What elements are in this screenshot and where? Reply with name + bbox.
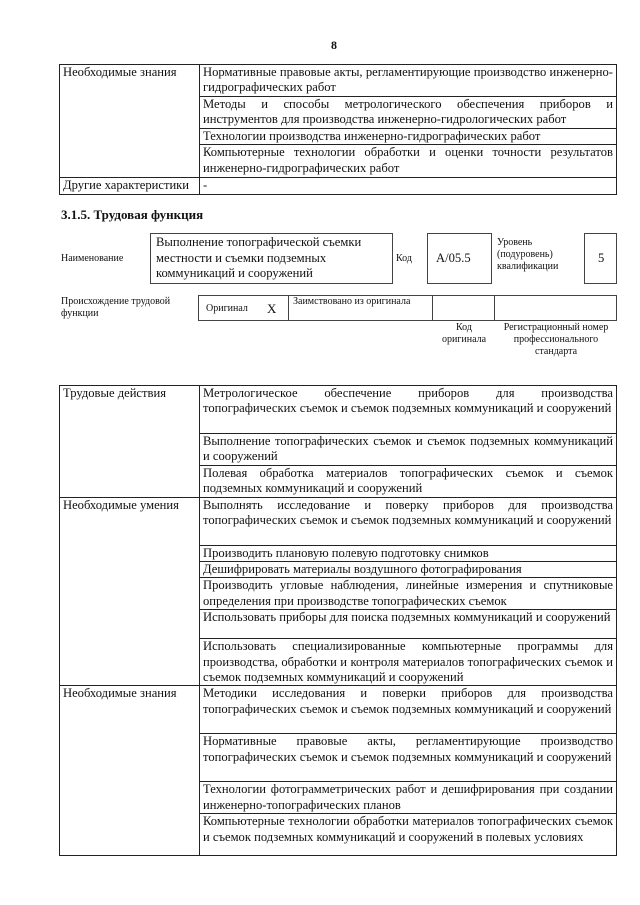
name-value: Выполнение топографической съемки местности и съемки подземных коммуникаций и сооружений xyxy=(150,233,393,284)
row-label: Необходимые умения xyxy=(60,497,200,686)
original-cell xyxy=(198,295,289,321)
table-cell: Методики исследования и поверки приборов для производства топографических съемок и съемок подземных коммуникаций и сооружений xyxy=(200,686,617,734)
row-label: Необходимые знания xyxy=(60,686,200,856)
reg-number-label: Регистрационный номер профессионального стандарта xyxy=(503,322,609,357)
table-cell: Использовать приборы для поиска подземных коммуникаций и сооружений xyxy=(200,610,617,639)
row-label: Другие характеристики xyxy=(60,178,200,194)
row-label: Необходимые знания xyxy=(60,65,200,178)
row-label: Трудовые действия xyxy=(60,386,200,498)
level-label: Уровень (подуровень) квалификации xyxy=(497,237,559,272)
table-cell: Метрологическое обеспечение приборов для производства топографических съемок и съемок подземных коммуникаций и сооружений xyxy=(200,386,617,434)
level-value: 5 xyxy=(584,233,617,284)
knowledge-table-continued xyxy=(59,64,617,195)
table-cell: - xyxy=(200,178,617,194)
original-code-cell xyxy=(432,295,495,321)
table-cell: Дешифрировать материалы воздушного фотографирования xyxy=(200,562,617,578)
section-heading: 3.1.5. Трудовая функция xyxy=(61,207,204,222)
orig-code-label: Код оригинала xyxy=(441,322,487,345)
table-cell: Нормативные правовые акты, регламентирующие производство инженерно-гидрографических работ xyxy=(200,65,617,97)
table-cell: Выполнение топографических съемок и съемок подземных коммуникаций и сооружений xyxy=(200,434,617,466)
borrowed-cell: Заимствовано из оригинала xyxy=(288,295,433,321)
original-label: Оригинал xyxy=(206,303,248,314)
reg-number-cell xyxy=(494,295,617,321)
name-label: Наименование xyxy=(61,253,124,264)
origin-label: Происхождение трудовой функции xyxy=(61,296,171,319)
code-label: Код xyxy=(396,253,412,264)
table-cell: Полевая обработка материалов топографических съемок и съемок подземных коммуникаций и сооружений xyxy=(200,465,617,497)
table-cell: Технологии производства инженерно-гидрографических работ xyxy=(200,128,617,144)
table-cell: Производить угловые наблюдения, линейные измерения и спутниковые определения при производстве топографических съемок xyxy=(200,578,617,610)
page-number: 8 xyxy=(331,38,337,52)
table-cell: Нормативные правовые акты, регламентирующие производство топографических съемок и съемок подземных коммуникаций и сооружений xyxy=(200,734,617,782)
table-cell: Компьютерные технологии обработки материалов топографических съемок и съемок подземных коммуникаций и сооружений в полевых условиях xyxy=(200,814,617,856)
table-cell: Производить плановую полевую подготовку снимков xyxy=(200,545,617,561)
original-mark: X xyxy=(267,301,277,316)
table-cell: Методы и способы метрологического обеспечения приборов и инструментов для производства инженерно-гидрологических работ xyxy=(200,97,617,129)
table-cell: Выполнять исследование и поверку приборов для производства топографических съемок и съемок подземных коммуникаций и сооружений xyxy=(200,497,617,545)
table-cell: Технологии фотограмметрических работ и дешифрирования при создании инженерно-топографических планов xyxy=(200,782,617,814)
table-cell: Компьютерные технологии обработки и оценки точности результатов инженерно-гидрографических работ xyxy=(200,145,617,178)
code-value: А/05.5 xyxy=(427,233,492,284)
labor-function-table xyxy=(59,385,617,856)
table-cell: Использовать специализированные компьютерные программы для производства, обработки и контроля материалов топографических съемок и съемок подземных коммуникаций и сооружений xyxy=(200,639,617,686)
